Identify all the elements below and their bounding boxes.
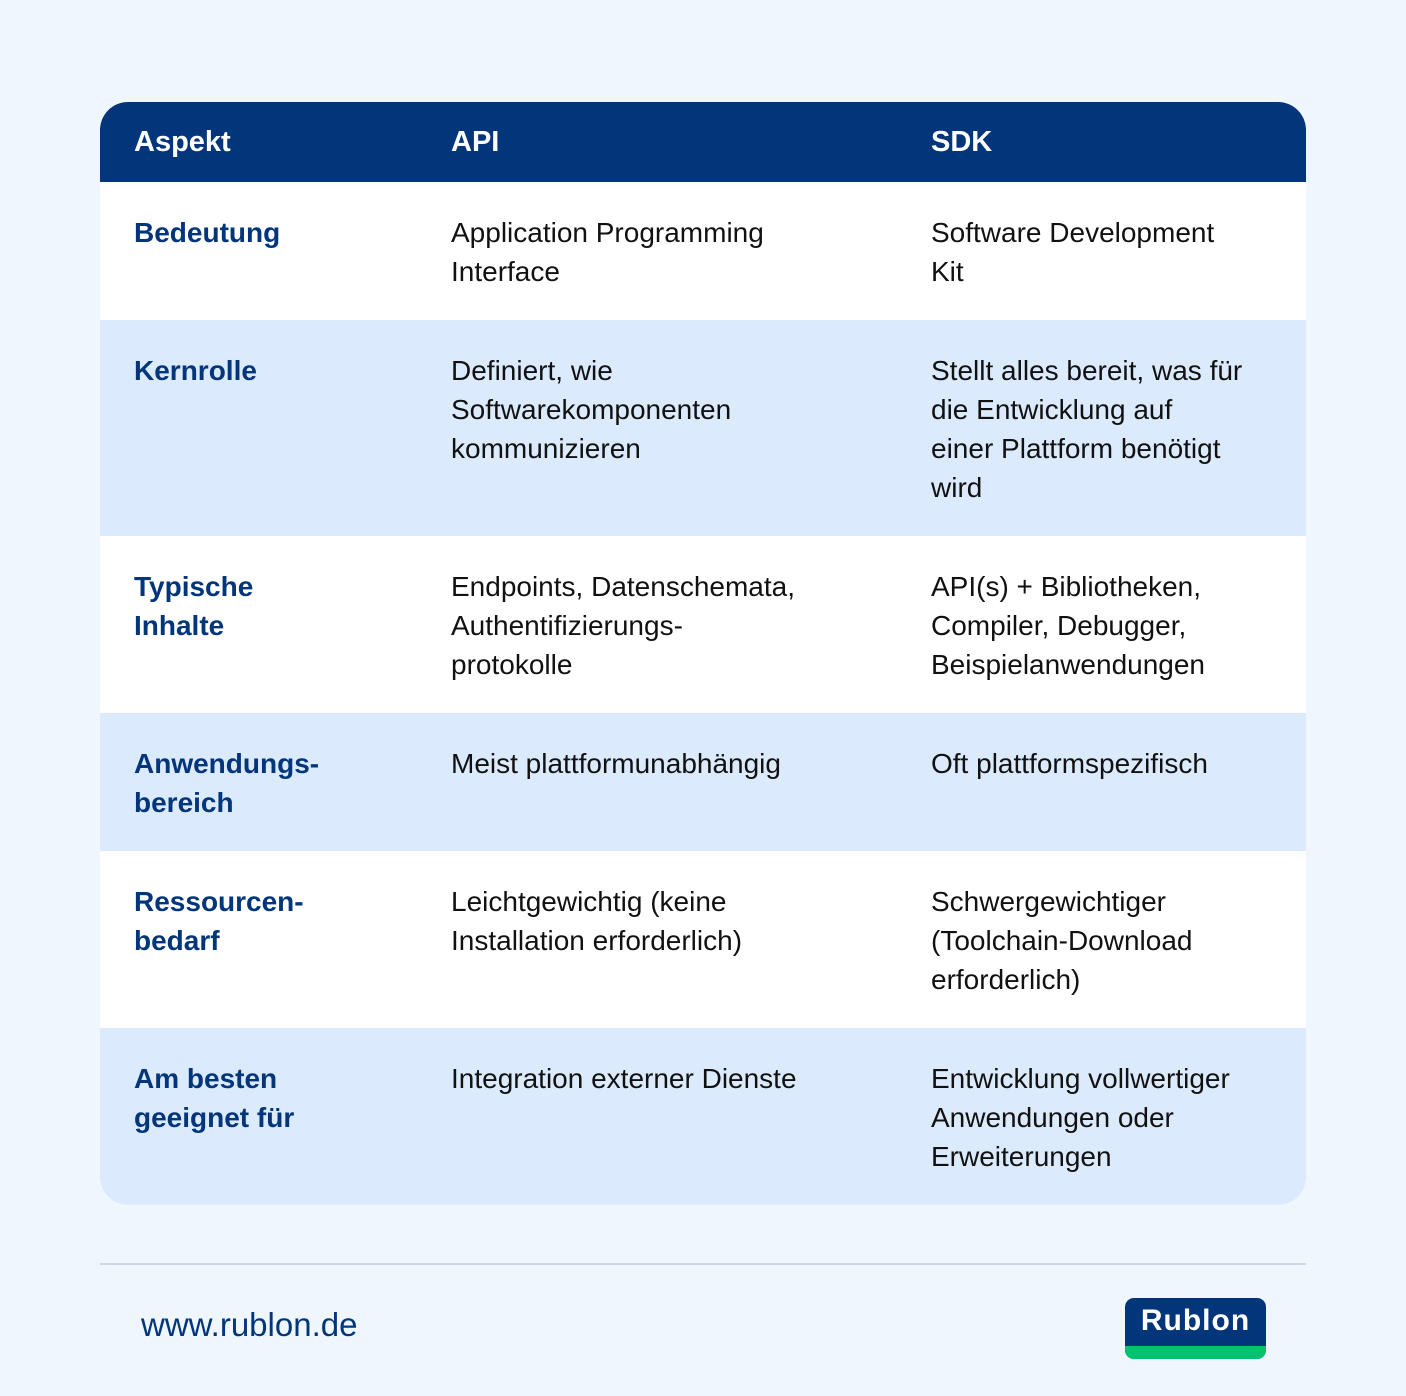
rublon-logo (1125, 1298, 1266, 1359)
table-row (100, 536, 1306, 713)
sdk-cell (898, 1028, 1306, 1205)
cell-line: Installation erforderlich) (451, 925, 743, 956)
cell-line: Bedeutung (134, 217, 281, 248)
cell-line: wird (931, 472, 983, 503)
cell-line: Typische (134, 571, 254, 602)
cell-line: Stellt alles bereit, was für (931, 355, 1243, 386)
sdk-cell (898, 320, 1306, 536)
logo-text: Rublon (1140, 1304, 1251, 1337)
cell-line: erforderlich) (931, 964, 1081, 995)
cell-line: Softwarekomponenten (451, 394, 732, 425)
aspect-cell (100, 182, 418, 320)
cell-line: Meist plattformunabhängig (451, 748, 781, 779)
cell-line: Authentifizierungs- (451, 610, 683, 641)
aspect-cell (100, 713, 418, 851)
cell-line: bereich (134, 787, 234, 818)
api-cell (418, 536, 898, 713)
header-aspect: Aspekt (134, 125, 231, 158)
aspect-cell (100, 536, 418, 713)
cell-line: Kit (931, 256, 964, 287)
cell-line: bedarf (134, 925, 220, 956)
cell-line: Anwendungen oder (931, 1102, 1174, 1133)
cell-line: Integration externer Dienste (451, 1063, 797, 1094)
cell-line: Ressourcen- (134, 886, 304, 917)
cell-line: Interface (451, 256, 560, 287)
cell-line: Oft plattformspezifisch (931, 748, 1208, 779)
cell-line: kommunizieren (451, 433, 641, 464)
cell-line: einer Plattform benötigt (931, 433, 1221, 464)
api-cell (418, 713, 898, 851)
comparison-table (100, 102, 1306, 1205)
footer-divider (100, 1263, 1306, 1265)
sdk-cell (898, 182, 1306, 320)
api-cell (418, 851, 898, 1028)
header-api: API (451, 125, 500, 158)
cell-line: Kernrolle (134, 355, 257, 386)
api-cell (418, 182, 898, 320)
cell-line: Inhalte (134, 610, 225, 641)
aspect-cell (100, 320, 418, 536)
cell-line: Erweiterungen (931, 1141, 1112, 1172)
cell-line: Am besten (134, 1063, 278, 1094)
aspect-cell (100, 851, 418, 1028)
sdk-cell (898, 536, 1306, 713)
aspect-cell (100, 1028, 418, 1205)
table-row (100, 713, 1306, 851)
cell-line: Definiert, wie (451, 355, 613, 386)
cell-line: Software Development (931, 217, 1215, 248)
table-row (100, 182, 1306, 320)
cell-line: die Entwicklung auf (931, 394, 1173, 425)
cell-line: Endpoints, Datenschemata, (451, 571, 795, 602)
website-link[interactable]: www.rublon.de (141, 1306, 358, 1343)
cell-line: Schwergewichtiger (931, 886, 1166, 917)
cell-line: Compiler, Debugger, (931, 610, 1187, 641)
cell-line: Entwicklung vollwertiger (931, 1063, 1230, 1094)
cell-line: Leichtgewichtig (keine (451, 886, 727, 917)
cell-line: API(s) + Bibliotheken, (931, 571, 1202, 602)
table-row (100, 320, 1306, 536)
table-header (100, 102, 1306, 182)
api-cell (418, 1028, 898, 1205)
cell-line: Beispielanwendungen (931, 649, 1205, 680)
cell-line: protokolle (451, 649, 573, 680)
cell-line: Application Programming (451, 217, 764, 248)
table-row (100, 1028, 1306, 1205)
api-cell (418, 320, 898, 536)
table-row (100, 851, 1306, 1028)
cell-line: Anwendungs- (134, 748, 320, 779)
header-sdk: SDK (931, 125, 993, 158)
cell-line: geeignet für (134, 1102, 295, 1133)
logo-green-bar (1125, 1346, 1266, 1359)
sdk-cell (898, 851, 1306, 1028)
sdk-cell (898, 713, 1306, 851)
cell-line: (Toolchain-Download (931, 925, 1193, 956)
